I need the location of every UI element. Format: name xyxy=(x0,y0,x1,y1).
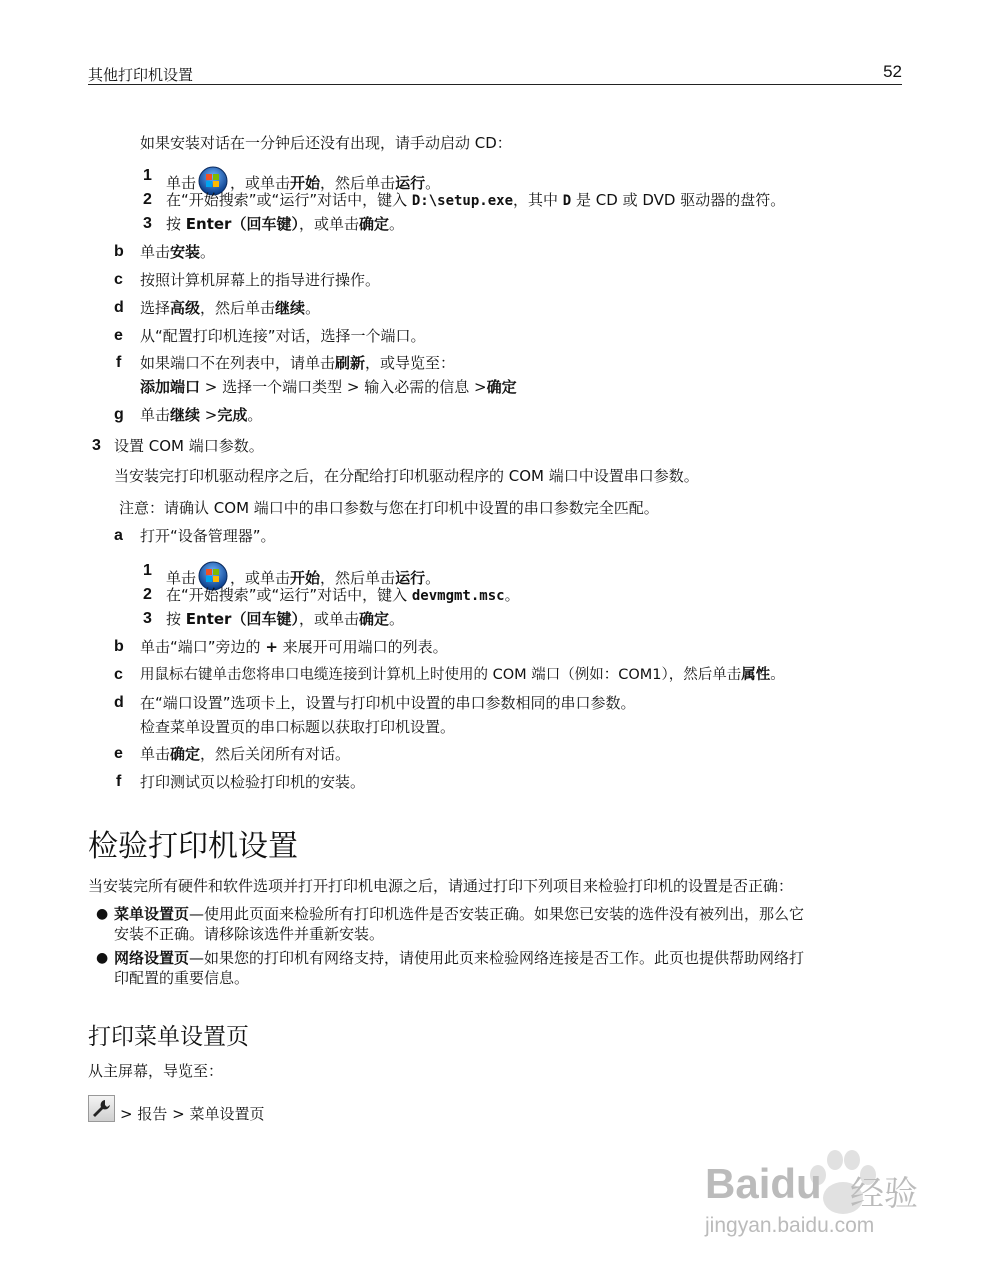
item-c: 按照计算机屏幕上的指导进行操作。 xyxy=(140,271,381,289)
item-e: 从“配置打印机连接”对话，选择一个端口。 xyxy=(140,327,426,345)
item-label: c xyxy=(114,666,123,683)
page-header xyxy=(88,62,902,85)
step2-line: 在“开始搜索”或“运行”对话中，键入 devmgmt.msc。 xyxy=(166,586,520,604)
item-label: e xyxy=(114,327,123,344)
section-intro: 当安装完所有硬件和软件选项并打开打印机电源之后，请通过打印下列项目来检验打印机的设置是否正确： xyxy=(88,877,794,895)
step1-line: 单击 ，或单击开始，然后单击运行。 xyxy=(166,561,440,591)
watermark-url: jingyan.baidu.com xyxy=(705,1214,875,1237)
step1-line: 单击 ，或单击开始，然后单击运行。 xyxy=(166,166,440,196)
item-d-detail: 检查菜单设置页的串口标题以获取打印机设置。 xyxy=(140,718,456,736)
item-d: 在“端口设置”选项卡上，设置与打印机中设置的串口参数相同的串口参数。 xyxy=(140,694,636,712)
item-label: e xyxy=(114,745,123,762)
step-number: 3 xyxy=(143,610,152,627)
step-number: 1 xyxy=(143,167,152,184)
bullet-dot: ● xyxy=(96,950,109,966)
step3-line: 按 Enter（回车键），或单击确定。 xyxy=(166,610,404,628)
item-b: 单击安装。 xyxy=(140,243,216,261)
nav-path: 添加端口 > 选择一个端口类型 > 输入必需的信息 >确定 xyxy=(140,378,517,396)
step-number: 3 xyxy=(143,215,152,232)
step3-heading: 设置 COM 端口参数。 xyxy=(114,437,264,455)
item-a: 打开“设备管理器”。 xyxy=(140,527,276,545)
wrench-icon[interactable] xyxy=(88,1095,115,1122)
step2-line: 在“开始搜索”或“运行”对话中，键入 D:\setup.exe，其中 D 是 CD 或 DVD 驱动器的盘符。 xyxy=(166,191,786,209)
bullet-item: 菜单设置页—使用此页面来检验所有打印机选件是否安装正确。如果您已安装的选件没有被列出，那么它 安装不正确。请移除该选件并重新安装。 xyxy=(114,905,805,943)
bullet-item: 网络设置页—如果您的打印机有网络支持，请使用此页来检验网络连接是否工作。此页也提供帮助网络打 印配置的重要信息。 xyxy=(114,949,805,987)
step-number: 2 xyxy=(143,586,152,603)
item-e: 单击确定，然后关闭所有对话。 xyxy=(140,745,351,763)
note: 注意：请确认 COM 端口中的串口参数与您在打印机中设置的串口参数完全匹配。 xyxy=(119,499,659,517)
item-c: 用鼠标右键单击您将串口电缆连接到计算机上时使用的 COM 端口（例如：COM1），然后单击属性。 xyxy=(140,667,785,683)
step-number: 2 xyxy=(143,191,152,208)
item-label: d xyxy=(114,694,124,711)
nav-path: > 报告 > 菜单设置页 xyxy=(120,1105,265,1123)
watermark-brand: Baidu xyxy=(705,1160,822,1207)
step3-line: 按 Enter（回车键），或单击确定。 xyxy=(166,215,404,233)
section-title: 检验打印机设置 xyxy=(88,829,298,864)
item-label: f xyxy=(116,354,122,371)
item-f: 如果端口不在列表中，请单击刷新，或导览至： xyxy=(140,354,456,372)
subsection-title: 打印菜单设置页 xyxy=(88,1024,249,1050)
note-label: 注意： xyxy=(119,499,165,517)
item-label: g xyxy=(114,406,124,423)
item-g: 单击继续 >完成。 xyxy=(140,406,263,424)
watermark-cn: 经验 xyxy=(850,1174,918,1214)
step-number: 1 xyxy=(143,562,152,579)
item-b: 单击“端口”旁边的 + 来展开可用端口的列表。 xyxy=(140,638,448,656)
item-label: c xyxy=(114,271,123,288)
step-number: 3 xyxy=(92,437,101,454)
bullet-dot: ● xyxy=(96,906,109,922)
item-label: b xyxy=(114,243,124,260)
item-f: 打印测试页以检验打印机的安装。 xyxy=(140,773,366,791)
item-d: 选择高级，然后单击继续。 xyxy=(140,299,321,317)
intro-text: 如果安装对话在一分钟后还没有出现，请手动启动 CD： xyxy=(140,134,512,152)
item-label: b xyxy=(114,638,124,655)
item-label: a xyxy=(114,527,123,544)
subsection-text: 从主屏幕，导览至： xyxy=(88,1062,224,1080)
page-number: 52 xyxy=(883,62,902,81)
header-title: 其他打印机设置 xyxy=(88,66,194,84)
item-label: d xyxy=(114,299,124,316)
step3-desc: 当安装完打印机驱动程序之后，在分配给打印机驱动程序的 COM 端口中设置串口参数。 xyxy=(114,467,699,485)
item-label: f xyxy=(116,773,122,790)
